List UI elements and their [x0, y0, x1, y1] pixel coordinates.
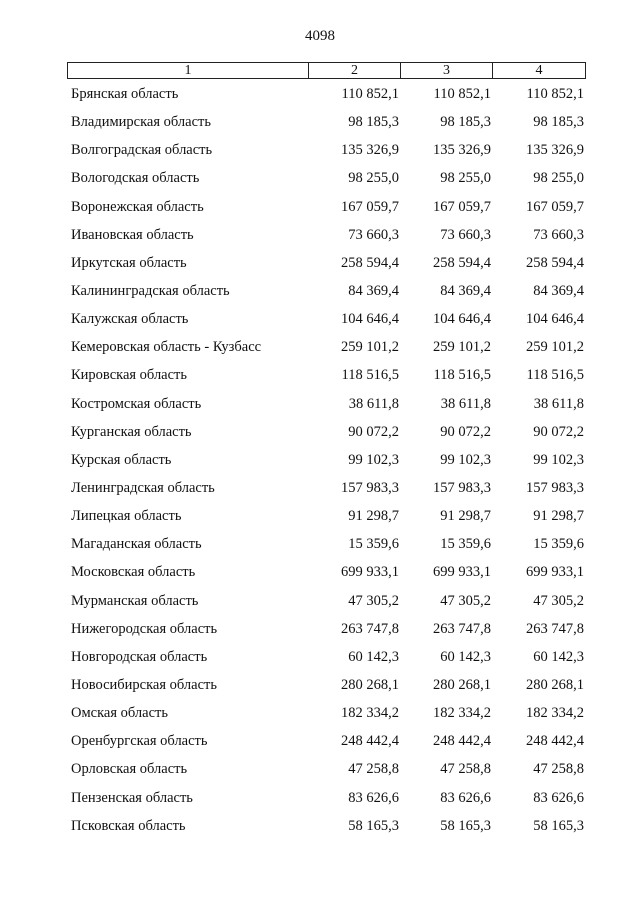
value-col-3: 263 747,8	[433, 620, 491, 637]
table-row	[0, 474, 640, 502]
value-col-2: 98 255,0	[348, 170, 399, 187]
column-header-1: 1	[68, 63, 309, 79]
value-col-4: 83 626,6	[533, 789, 584, 806]
value-col-4: 157 983,3	[526, 479, 584, 496]
region-name: Волгоградская область	[71, 142, 213, 159]
region-name: Пензенская область	[71, 789, 193, 806]
value-col-3: 15 359,6	[440, 536, 491, 553]
value-col-4: 280 268,1	[526, 676, 584, 693]
value-col-2: 47 258,8	[348, 761, 399, 778]
value-col-4: 258 594,4	[526, 254, 584, 271]
region-name: Псковская область	[71, 817, 186, 834]
region-name: Оренбургская область	[71, 733, 208, 750]
value-col-3: 248 442,4	[433, 733, 491, 750]
value-col-3: 699 933,1	[433, 564, 491, 581]
value-col-2: 73 660,3	[348, 226, 399, 243]
page-number: 4098	[305, 28, 335, 44]
value-col-3: 135 326,9	[433, 142, 491, 159]
value-col-4: 167 059,7	[526, 198, 584, 215]
value-col-4: 182 334,2	[526, 705, 584, 722]
value-col-3: 280 268,1	[433, 676, 491, 693]
table-row	[0, 164, 640, 192]
value-col-3: 258 594,4	[433, 254, 491, 271]
region-name: Ленинградская область	[71, 479, 215, 496]
value-col-4: 248 442,4	[526, 733, 584, 750]
value-col-4: 98 185,3	[533, 114, 584, 131]
table-row	[0, 80, 640, 108]
table-row	[0, 727, 640, 755]
value-col-2: 167 059,7	[341, 198, 399, 215]
value-col-4: 47 258,8	[533, 761, 584, 778]
region-name: Курская область	[71, 451, 172, 468]
table-row	[0, 390, 640, 418]
region-name: Липецкая область	[71, 508, 182, 525]
region-name: Калужская область	[71, 311, 189, 328]
value-col-4: 135 326,9	[526, 142, 584, 159]
value-col-2: 58 165,3	[348, 817, 399, 834]
table-row	[0, 193, 640, 221]
table-body	[0, 80, 640, 840]
value-col-3: 83 626,6	[440, 789, 491, 806]
table-row	[0, 277, 640, 305]
table-row	[0, 699, 640, 727]
value-col-4: 47 305,2	[533, 592, 584, 609]
value-col-4: 73 660,3	[533, 226, 584, 243]
value-col-2: 83 626,6	[348, 789, 399, 806]
column-header-2: 2	[309, 63, 401, 79]
region-name: Магаданская область	[71, 536, 202, 553]
value-col-3: 60 142,3	[440, 648, 491, 665]
table-row	[0, 587, 640, 615]
value-col-4: 699 933,1	[526, 564, 584, 581]
value-col-4: 84 369,4	[533, 282, 584, 299]
table-row	[0, 305, 640, 333]
table-row	[0, 502, 640, 530]
region-name: Новосибирская область	[71, 676, 217, 693]
value-col-3: 167 059,7	[433, 198, 491, 215]
value-col-4: 38 611,8	[533, 395, 584, 412]
region-name: Иркутская область	[71, 254, 187, 271]
table-row	[0, 558, 640, 586]
table-row	[0, 108, 640, 136]
value-col-2: 99 102,3	[348, 451, 399, 468]
region-name: Костромская область	[71, 395, 202, 412]
value-col-4: 90 072,2	[533, 423, 584, 440]
value-col-2: 60 142,3	[348, 648, 399, 665]
value-col-4: 15 359,6	[533, 536, 584, 553]
value-col-3: 47 305,2	[440, 592, 491, 609]
value-col-4: 91 298,7	[533, 508, 584, 525]
value-col-3: 118 516,5	[433, 367, 491, 384]
value-col-2: 280 268,1	[341, 676, 399, 693]
region-name: Московская область	[71, 564, 196, 581]
value-col-4: 99 102,3	[533, 451, 584, 468]
value-col-2: 104 646,4	[341, 311, 399, 328]
region-name: Вологодская область	[71, 170, 200, 187]
column-header-3: 3	[401, 63, 493, 79]
region-name: Ивановская область	[71, 226, 194, 243]
value-col-3: 47 258,8	[440, 761, 491, 778]
value-col-2: 157 983,3	[341, 479, 399, 496]
value-col-3: 58 165,3	[440, 817, 491, 834]
value-col-2: 84 369,4	[348, 282, 399, 299]
column-header-4: 4	[493, 63, 586, 79]
value-col-2: 38 611,8	[348, 395, 399, 412]
column-header-row	[68, 63, 586, 79]
value-col-4: 110 852,1	[526, 86, 584, 102]
value-col-3: 38 611,8	[440, 395, 491, 412]
value-col-3: 104 646,4	[433, 311, 491, 328]
region-name: Новгородская область	[71, 648, 208, 665]
table-row	[0, 418, 640, 446]
table-row	[0, 249, 640, 277]
value-col-3: 110 852,1	[433, 86, 491, 102]
table-row	[0, 530, 640, 558]
value-col-4: 60 142,3	[533, 648, 584, 665]
region-name: Калининградская область	[71, 282, 230, 299]
table-row	[0, 361, 640, 389]
region-name: Орловская область	[71, 761, 188, 778]
table-row	[0, 755, 640, 783]
value-col-3: 157 983,3	[433, 479, 491, 496]
value-col-2: 91 298,7	[348, 508, 399, 525]
region-name: Брянская область	[71, 86, 179, 102]
value-col-4: 118 516,5	[526, 367, 584, 384]
region-name: Кировская область	[71, 367, 188, 384]
value-col-3: 98 255,0	[440, 170, 491, 187]
value-col-2: 110 852,1	[341, 86, 399, 102]
table-row	[0, 784, 640, 812]
value-col-2: 90 072,2	[348, 423, 399, 440]
value-col-3: 90 072,2	[440, 423, 491, 440]
region-name: Владимирская область	[71, 114, 211, 131]
value-col-4: 98 255,0	[533, 170, 584, 187]
value-col-3: 259 101,2	[433, 339, 491, 356]
value-col-2: 258 594,4	[341, 254, 399, 271]
value-col-2: 263 747,8	[341, 620, 399, 637]
value-col-4: 263 747,8	[526, 620, 584, 637]
value-col-3: 98 185,3	[440, 114, 491, 131]
column-header-table	[67, 62, 586, 79]
region-name: Кемеровская область - Кузбасс	[71, 339, 262, 356]
table-row	[0, 136, 640, 164]
value-col-3: 99 102,3	[440, 451, 491, 468]
region-name: Нижегородская область	[71, 620, 218, 637]
value-col-2: 118 516,5	[341, 367, 399, 384]
value-col-3: 84 369,4	[440, 282, 491, 299]
table-row	[0, 812, 640, 840]
region-name: Курганская область	[71, 423, 192, 440]
value-col-3: 91 298,7	[440, 508, 491, 525]
table-row	[0, 446, 640, 474]
value-col-2: 182 334,2	[341, 705, 399, 722]
value-col-2: 47 305,2	[348, 592, 399, 609]
region-name: Омская область	[71, 705, 168, 722]
value-col-3: 182 334,2	[433, 705, 491, 722]
region-name: Воронежская область	[71, 198, 204, 215]
table-row	[0, 615, 640, 643]
value-col-2: 699 933,1	[341, 564, 399, 581]
value-col-2: 248 442,4	[341, 733, 399, 750]
value-col-4: 58 165,3	[533, 817, 584, 834]
value-col-3: 73 660,3	[440, 226, 491, 243]
value-col-2: 135 326,9	[341, 142, 399, 159]
value-col-4: 104 646,4	[526, 311, 584, 328]
table-row	[0, 643, 640, 671]
region-name: Мурманская область	[71, 592, 199, 609]
table-row	[0, 333, 640, 361]
value-col-2: 98 185,3	[348, 114, 399, 131]
value-col-4: 259 101,2	[526, 339, 584, 356]
value-col-2: 15 359,6	[348, 536, 399, 553]
table-row	[0, 221, 640, 249]
value-col-2: 259 101,2	[341, 339, 399, 356]
table-row	[0, 671, 640, 699]
